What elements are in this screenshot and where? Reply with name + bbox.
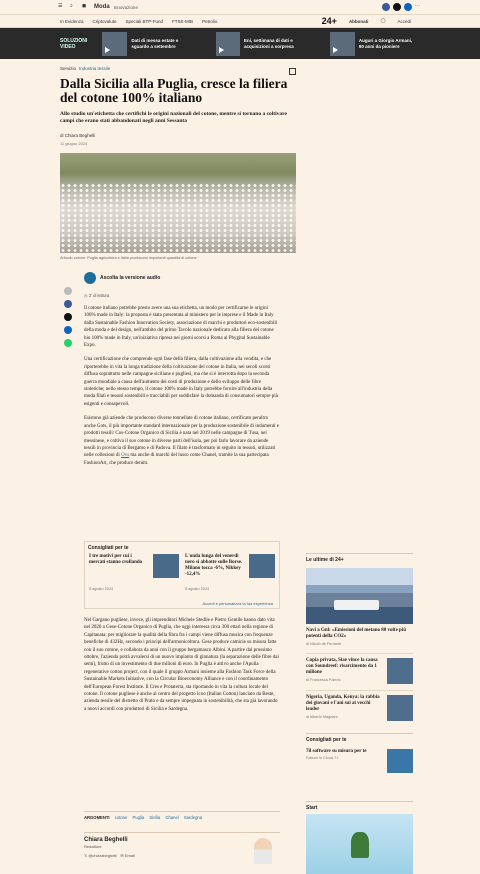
read-time: ◷ 2' di lettura	[84, 293, 110, 298]
news-thumb[interactable]	[387, 695, 413, 721]
more-icon[interactable]: ⋯	[415, 3, 420, 9]
search-icon[interactable]: ⌕	[70, 3, 73, 9]
article-body-continued	[84, 617, 280, 713]
recommended-item[interactable]: I tre motivi per cui i mercati stanno crollando 5 agosto 2024	[89, 554, 182, 592]
paragraph: Nel Gargano pugliese, invece, gli imprenditori Michele Stedile e Pietro Gentile hanno dato vita nel 2020 a Gese-Cotone Organico di Puglia, che oggi interessa circa 300 ettari nella regione di Capitanata: per migliorare la qualità della fibra fra i campi viene diffusa musica con frequenze benefiche di 432Hz, secondo i principi dell'armonicoltura. Gese produce camicie su misura fatte con il suo cotone, e collabora da anni con il gruppo bergamasco Albini. A partire dal prossimo ottobre, l'azienda potrà avvalersi di un nuovo impianto di ginnatura (la separazione delle fibre dai semi), frutto di un investimento di due milioni di euro. In Puglia è attivo anche l'Apulia regenerative cotton project, con il quale il gruppo Armani insieme alla Fashion Task Force della Sustainable Markets Initiative, con la Circular Bioeconomy Alliance e con il coordinamento dell'European Forest Institute. Il Cres e Protaterra, sta riportando in vita la coltura locale del cotone. Il cotone pugliese è anche al centro del progetto Icoo (Italian Cotton) lanciato da Beste, azienda tessile del distretto di Prato e da sempre impegnata in sostenibilità, che sta già lavorando a nuovi accordi con produttori di Sicilia e Sardegna.	[84, 618, 279, 712]
headphones-icon[interactable]	[84, 272, 96, 284]
linkedin-icon[interactable]	[404, 3, 412, 11]
brand-logo[interactable]: 24+	[321, 16, 337, 26]
nav-item[interactable]: Criptovalute	[92, 18, 117, 24]
section-title[interactable]: Moda	[94, 4, 110, 10]
news-thumb[interactable]	[387, 658, 413, 684]
inline-link[interactable]: Apulia regenerative cotton project	[84, 662, 259, 675]
facebook-icon[interactable]	[64, 300, 72, 308]
x-icon[interactable]	[64, 313, 72, 321]
start-image[interactable]	[306, 814, 413, 874]
video-item[interactable]: Eni, settimana di dati e acquisizioni a sorpresa	[216, 32, 304, 56]
lead-news[interactable]: Navi a Gnl: «Emissioni del metano 80 volte più potenti della CO2» di Nicolò de Ferrante	[306, 628, 407, 646]
latest-rail	[306, 553, 413, 721]
tag-link[interactable]: Chanel	[165, 815, 179, 820]
start-rail: Start	[306, 801, 413, 874]
logo-icon[interactable]: ◼	[82, 3, 87, 9]
byline[interactable]: di Chiara Beghelli	[60, 133, 96, 138]
play-icon[interactable]	[330, 32, 355, 56]
bookmark-icon[interactable]	[289, 68, 296, 75]
author-box	[84, 832, 280, 858]
recommended-thumb[interactable]	[387, 749, 413, 773]
play-icon[interactable]	[102, 32, 127, 56]
play-icon[interactable]	[216, 32, 240, 56]
hero-image	[60, 153, 296, 253]
kicker: Servizio Industria tessile	[60, 66, 111, 71]
tag-link[interactable]: cotone	[114, 815, 128, 820]
tag-link[interactable]: Sicilia	[149, 815, 161, 820]
news-item[interactable]: Nigeria, Uganda, Kenya: la rabbia dei giovani e l'ani sui ai vecchi leader di Alberto Magnani	[306, 690, 413, 721]
paragraph: Una certificazione che comprende ogni fase della filiera, dalla coltivazione alla vendita, e che riporterebbe in vita la lunga tradizione della coltivazione del cotone in Italia, nei secoli scorsi diffusa soprattutto nelle campagne siciliane e pugliesi, ma che si è interrotta dopo la seconda guerra mondiale a causa dell'aumento dei costi di produzione e dello sviluppo delle fibre sintetiche; nello stesso tempo, il cotone 100% made in Italy potrebbe fornire all'industria della moda filati e tessuti sostenibili e tracciabili per soddisfare la domanda di consumatori sempre più esigenti e consapevoli.	[84, 357, 279, 407]
comment-icon[interactable]	[64, 287, 72, 295]
recommended-rail: Consigliati per te 7il software su misura per te Fatturo in Cloud 7.t	[306, 733, 413, 773]
recommended-box	[84, 541, 280, 609]
avatar	[254, 838, 272, 864]
video-bar	[0, 28, 480, 59]
linkedin-icon[interactable]	[64, 326, 72, 334]
nav-item[interactable]: In Evidenza	[60, 18, 84, 24]
arguments: ARGOMENTI cotone Puglia Sicilia Chanel Sardegna	[84, 811, 280, 820]
inline-link[interactable]: Beste	[262, 692, 274, 698]
nav-item[interactable]: FTSE-MIB	[172, 18, 194, 24]
login-button[interactable]: Accedi	[397, 18, 411, 24]
subsection-title[interactable]: Innovazione	[113, 4, 138, 10]
recommended-thumb[interactable]	[249, 554, 275, 578]
recommended-item[interactable]: L'onda lunga del venerdì nero si abbatte sulle Borse. Milano tocca -6%, Nikkey -12,4% 5 agosto 2024	[185, 554, 278, 592]
tag-link[interactable]: Sardegna	[183, 815, 203, 820]
facebook-icon[interactable]	[382, 3, 390, 11]
article-header	[60, 66, 300, 260]
x-icon[interactable]	[393, 3, 401, 11]
recommended-title: Consigliati per te	[88, 545, 129, 551]
latest-title: Le ultime di 24+	[306, 553, 413, 563]
video-item[interactable]: Auguri a Giorgio Armani, 90 anni da pioniere	[330, 32, 418, 56]
lead-image[interactable]	[306, 568, 413, 624]
recommended-thumb[interactable]	[153, 554, 179, 578]
user-icon[interactable]: ◯	[380, 18, 386, 23]
whatsapp-icon[interactable]	[64, 339, 72, 347]
news-item[interactable]: Copia privata, Siae vince la causa con Soundreef: risarcimento da 1 milione di Francesca Polerio	[306, 653, 413, 684]
paragraph: Il cotone italiano potrebbe presto avere una sua etichetta, un modo per certificarne le origini 100% made in Italy: la proposta è stata presentata al ministero per le imprese e il Made in Italy dalla Sustainable Fashion Innovation Society, associazione di marchi e produttori eco-sostenibili della moda e del design, nell'ambito del primo Tavolo nazionale dedicato alla filiera del cotone bio 100% made in Italy, un'iniziativa ripresa nei giorni scorsi a Roma al Phygital Sustainable Expo.	[84, 306, 278, 349]
article-summary: Allo studio un'etichetta che certifichi le origini nazionali del cotone, mentre si tornano a coltivare campi che erano stati abbandonati negli anni Sessanta	[60, 111, 287, 124]
author-social[interactable]: 𝕏 @chiarabeghelli ✉ Email	[84, 853, 135, 858]
subscribe-button[interactable]: Abbonati	[348, 18, 369, 24]
recommended-item[interactable]: 7il software su misura per te Fatturo in Cloud 7.t	[306, 749, 413, 773]
author-role: Redattore	[84, 844, 102, 849]
publish-date: 11 giugno 2024	[60, 141, 88, 146]
share-tools	[64, 287, 72, 347]
inline-link[interactable]: Ovs	[121, 453, 130, 459]
tag-link[interactable]: Puglia	[132, 815, 145, 820]
nav-item[interactable]: Speciali BTP-Fund	[125, 18, 164, 24]
author-name[interactable]: Chiara Beghelli	[84, 837, 128, 843]
image-caption: Articolo cotone: Puglia agricoltura e Italia producono importanti quantità di cotone	[60, 256, 197, 260]
tag-link[interactable]: Industria tessile	[79, 66, 111, 71]
paragraph: Esistono già aziende che producono diverse tonnellate di cotone italiano, certificato peraltro anche Gots, il più importante standard internazionale per la produzione sostenibile di indumenti e prodotti tessili: Cos-Cotone Organico di Sicilia è nata nel 2019 nelle campagne di Tusa, nel messinese, e coltiva il suo cotone in diverse parti dell'isola, per poi farlo lavorare da aziende tessili in provincia di Bergamo e di Padova. Il filato è trasformato in seguito in tessuti, utilizzati nelle collezioni di Ovs ma anche di marchi del lusso come Chanel, tramite la sua partecipata FashionArt, che produce denim.	[84, 416, 279, 466]
nav-item[interactable]: Petrolio	[202, 18, 218, 24]
video-label: SOLUZIONI VIDEO	[60, 37, 88, 50]
audio-player[interactable]: Ascolta la versione audio	[84, 272, 160, 284]
personalize-link[interactable]: Accedi e personalizza la tua esperienza	[202, 601, 273, 606]
menu-icon[interactable]: ☰	[58, 3, 63, 9]
article-title: Dalla Sicilia alla Puglia, cresce la filiera del cotone 100% italiano	[60, 76, 288, 105]
article-body	[84, 305, 280, 474]
top-bar	[0, 0, 480, 14]
secondary-nav	[0, 14, 480, 28]
video-item[interactable]: Dati di messa estate e sguardo a settembre	[102, 32, 190, 56]
